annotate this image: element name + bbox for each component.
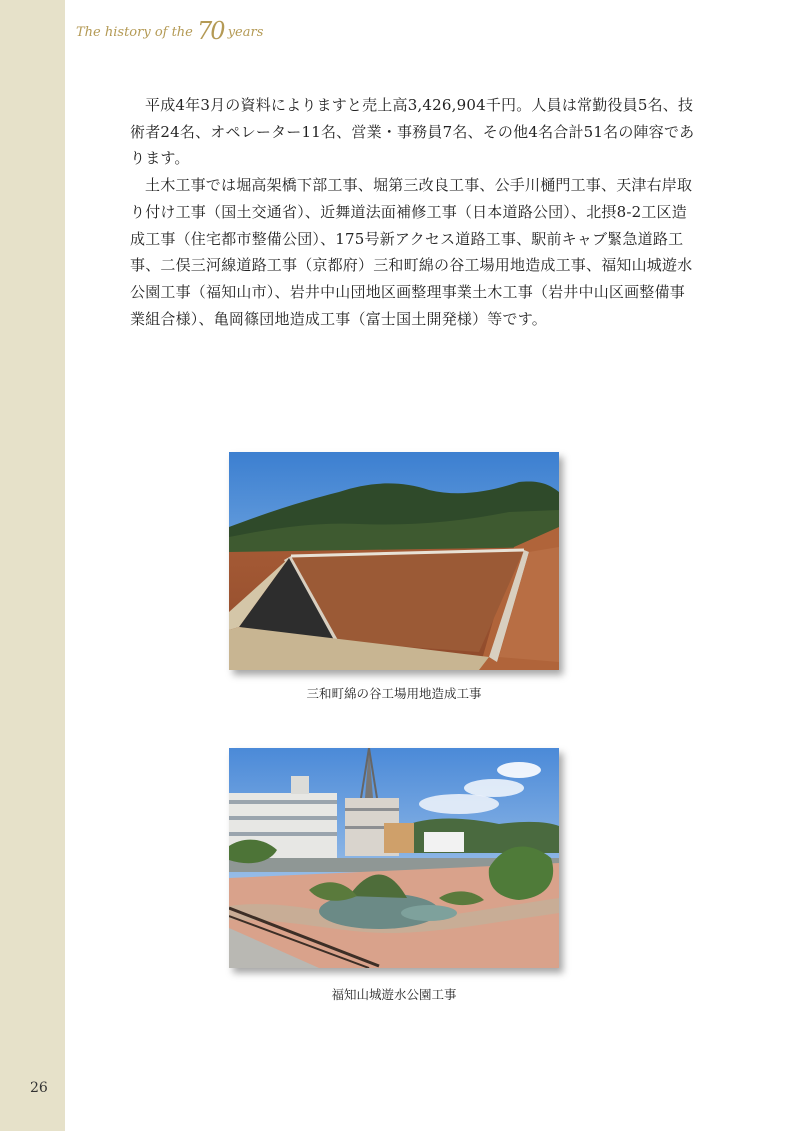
- paragraph-2: 土木工事では堀高架橋下部工事、堀第三改良工事、公手川樋門工事、天津右岸取り付け工事（国土交通省）、近舞道法面補修工事（日本道路公団）、北摂8-2工区造成工事（住宅都市整備公団）、175号新アクセス道路工事、駅前キャブ緊急道路工事、二俣三河線道路工事（京都府）三和町綿の谷工場用地造成工事、福知山城遊水公園工事（福知山市）、岩井中山団地区画整理事業土木工事（岩井中山区画整備事業組合様）、亀岡篠団地造成工事（富士国土開発様）等です。: [130, 176, 693, 328]
- header-title-suffix: years: [227, 25, 264, 40]
- photo-caption-2: 福知山城遊水公園工事: [331, 987, 457, 1002]
- running-header: [76, 14, 264, 45]
- photo-castle-park: [229, 748, 559, 968]
- photo-caption-1: 三和町綿の谷工場用地造成工事: [306, 686, 482, 701]
- body-text: [130, 92, 695, 332]
- left-margin-band: [0, 0, 65, 1131]
- header-title-prefix: The history of the: [76, 25, 193, 40]
- header-title-number: 70: [197, 17, 224, 45]
- photo-land-development: [229, 452, 559, 670]
- page-number: 26: [30, 1080, 48, 1096]
- paragraph-1: 平成4年3月の資料によりますと売上高3,426,904千円。人員は常勤役員5名、技術者24名、オペレーター11名、営業・事務員7名、その他4名合計51名の陣容であります。: [130, 96, 695, 168]
